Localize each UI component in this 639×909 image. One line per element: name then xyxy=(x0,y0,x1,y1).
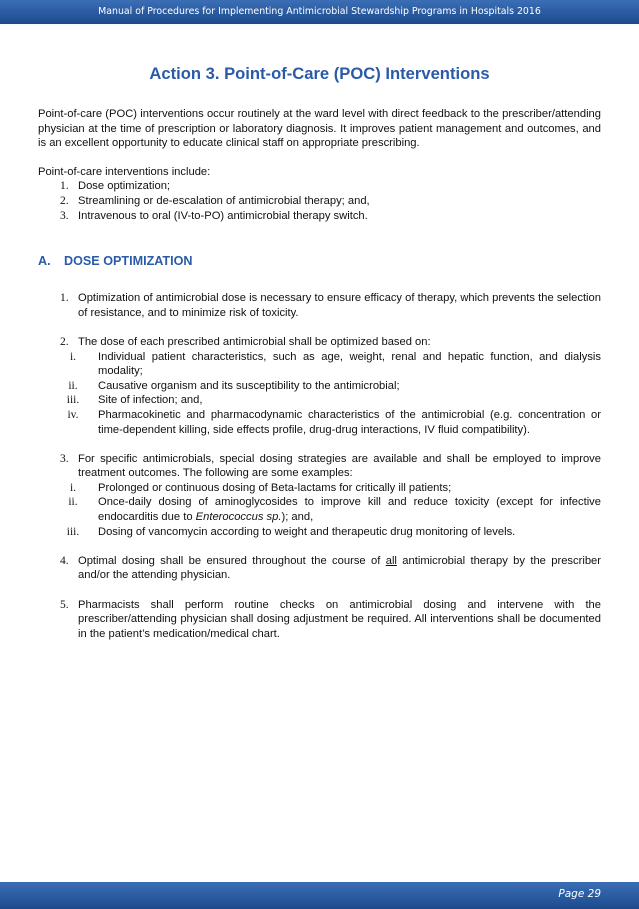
list-marker: 1. xyxy=(60,180,69,193)
sub-item xyxy=(69,481,601,496)
sub-item xyxy=(69,350,601,379)
sub-marker: iii. xyxy=(66,525,80,538)
list-item-text: Pharmacists shall perform routine checks on antimicrobial dosing and intervene with the prescriber/attending physician shall dosing adjustment be required. All interventions shall be documented in the patient’s medication/medical chart. xyxy=(78,598,601,640)
underlined-word: all xyxy=(385,554,397,567)
section-title: DOSE OPTIMIZATION xyxy=(64,254,193,269)
sub-marker: i. xyxy=(69,481,77,494)
sub-item xyxy=(66,393,601,408)
sub-item-text: Causative organism and its susceptibility to the antimicrobial; xyxy=(98,379,400,392)
sub-item-text: Site of infection; and, xyxy=(98,394,203,407)
list-item-text: Optimization of antimicrobial dose is necessary to ensure efficacy of therapy, which prevents the selection of resistance, and to minimize risk of toxicity. xyxy=(78,292,601,319)
list-marker: 2. xyxy=(60,194,69,207)
sub-item-text: Pharmacokinetic and pharmacodynamic characteristics of the antimicrobial (e.g. concentration or time-dependent killing, side effects profile, drug-drug interactions, IV fluid compatibility). xyxy=(98,408,601,436)
page-title: Action 3. Point-of-Care (POC) Interventions xyxy=(149,64,490,83)
list-marker: 5. xyxy=(60,598,69,611)
text-after: antimicrobial therapy by the prescriber and/or the attending physician. xyxy=(78,554,602,582)
sub-item-text-after: ); and, xyxy=(281,511,314,524)
page-header xyxy=(0,0,639,24)
list-marker: 3. xyxy=(60,452,69,465)
page-content xyxy=(38,63,601,656)
sub-marker: ii. xyxy=(68,496,78,509)
section-letter: A. xyxy=(38,254,51,269)
organism-name: Enterococcus sp. xyxy=(195,511,282,524)
list-item-text: Streamlining or de-escalation of antimicrobial therapy; and, xyxy=(78,194,370,207)
sub-item-text xyxy=(98,496,601,523)
sub-item-text: Individual patient characteristics, such as age, weight, renal and hepatic function, and dialysis modality; xyxy=(98,350,601,378)
sub-marker: iv. xyxy=(67,408,79,421)
sub-item-text: Prolonged or continuous dosing of Beta-lactams for critically ill patients; xyxy=(98,481,452,494)
includes-list xyxy=(38,179,601,223)
list-marker: 3. xyxy=(60,209,69,222)
list-item xyxy=(38,194,601,209)
text-before: Optimal dosing shall be ensured throughout the course of xyxy=(78,554,386,567)
section-heading xyxy=(38,253,601,269)
sub-item-text-before: Once-daily dosing of aminoglycosides to improve kill and reduce toxicity (except for infective endocarditis due to xyxy=(98,496,601,524)
page-footer xyxy=(0,882,639,909)
list-marker: 4. xyxy=(60,554,69,567)
sub-marker: iii. xyxy=(66,394,80,407)
dose-optimization-list xyxy=(38,291,601,641)
list-item-text: The dose of each prescribed antimicrobial shall be optimized based on: xyxy=(78,335,431,348)
list-item xyxy=(38,335,601,437)
sub-marker: ii. xyxy=(68,379,78,392)
sub-item xyxy=(68,495,601,524)
list-item-text: Dose optimization; xyxy=(78,180,171,193)
header-title: Manual of Procedures for Implementing Antimicrobial Stewardship Programs in Hospitals 2016 xyxy=(98,6,541,17)
list-marker: 1. xyxy=(60,292,69,305)
list-item-text: Intravenous to oral (IV-to-PO) antimicrobial therapy switch. xyxy=(78,209,368,222)
list-item xyxy=(38,452,601,540)
list-item xyxy=(38,291,601,320)
list-item-text xyxy=(78,555,601,582)
list-item xyxy=(38,179,601,194)
list-item xyxy=(38,598,601,642)
sub-item xyxy=(67,408,601,437)
sub-list xyxy=(66,481,601,539)
list-marker: 2. xyxy=(60,335,69,348)
list-item-text: For specific antimicrobials, special dosing strategies are available and shall be employed to improve treatment outcomes. The following are some examples: xyxy=(78,452,601,480)
sub-item xyxy=(68,379,601,394)
intro-paragraph: Point-of-care (POC) interventions occur routinely at the ward level with direct feedback to the prescriber/attending physician at the time of prescription or laboratory diagnosis. It improves patient management and outcomes, and is an excellent opportunity to educate clinical staff on appropriate prescribing. xyxy=(38,108,601,150)
list-item xyxy=(38,209,601,224)
page-number: Page 29 xyxy=(558,888,601,900)
includes-label: Point-of-care interventions include: xyxy=(38,165,211,178)
sub-marker: i. xyxy=(69,350,77,363)
sub-item xyxy=(66,525,601,540)
list-item xyxy=(38,554,601,583)
sub-item-text: Dosing of vancomycin according to weight and therapeutic drug monitoring of levels. xyxy=(98,525,516,538)
sub-list xyxy=(66,350,601,438)
